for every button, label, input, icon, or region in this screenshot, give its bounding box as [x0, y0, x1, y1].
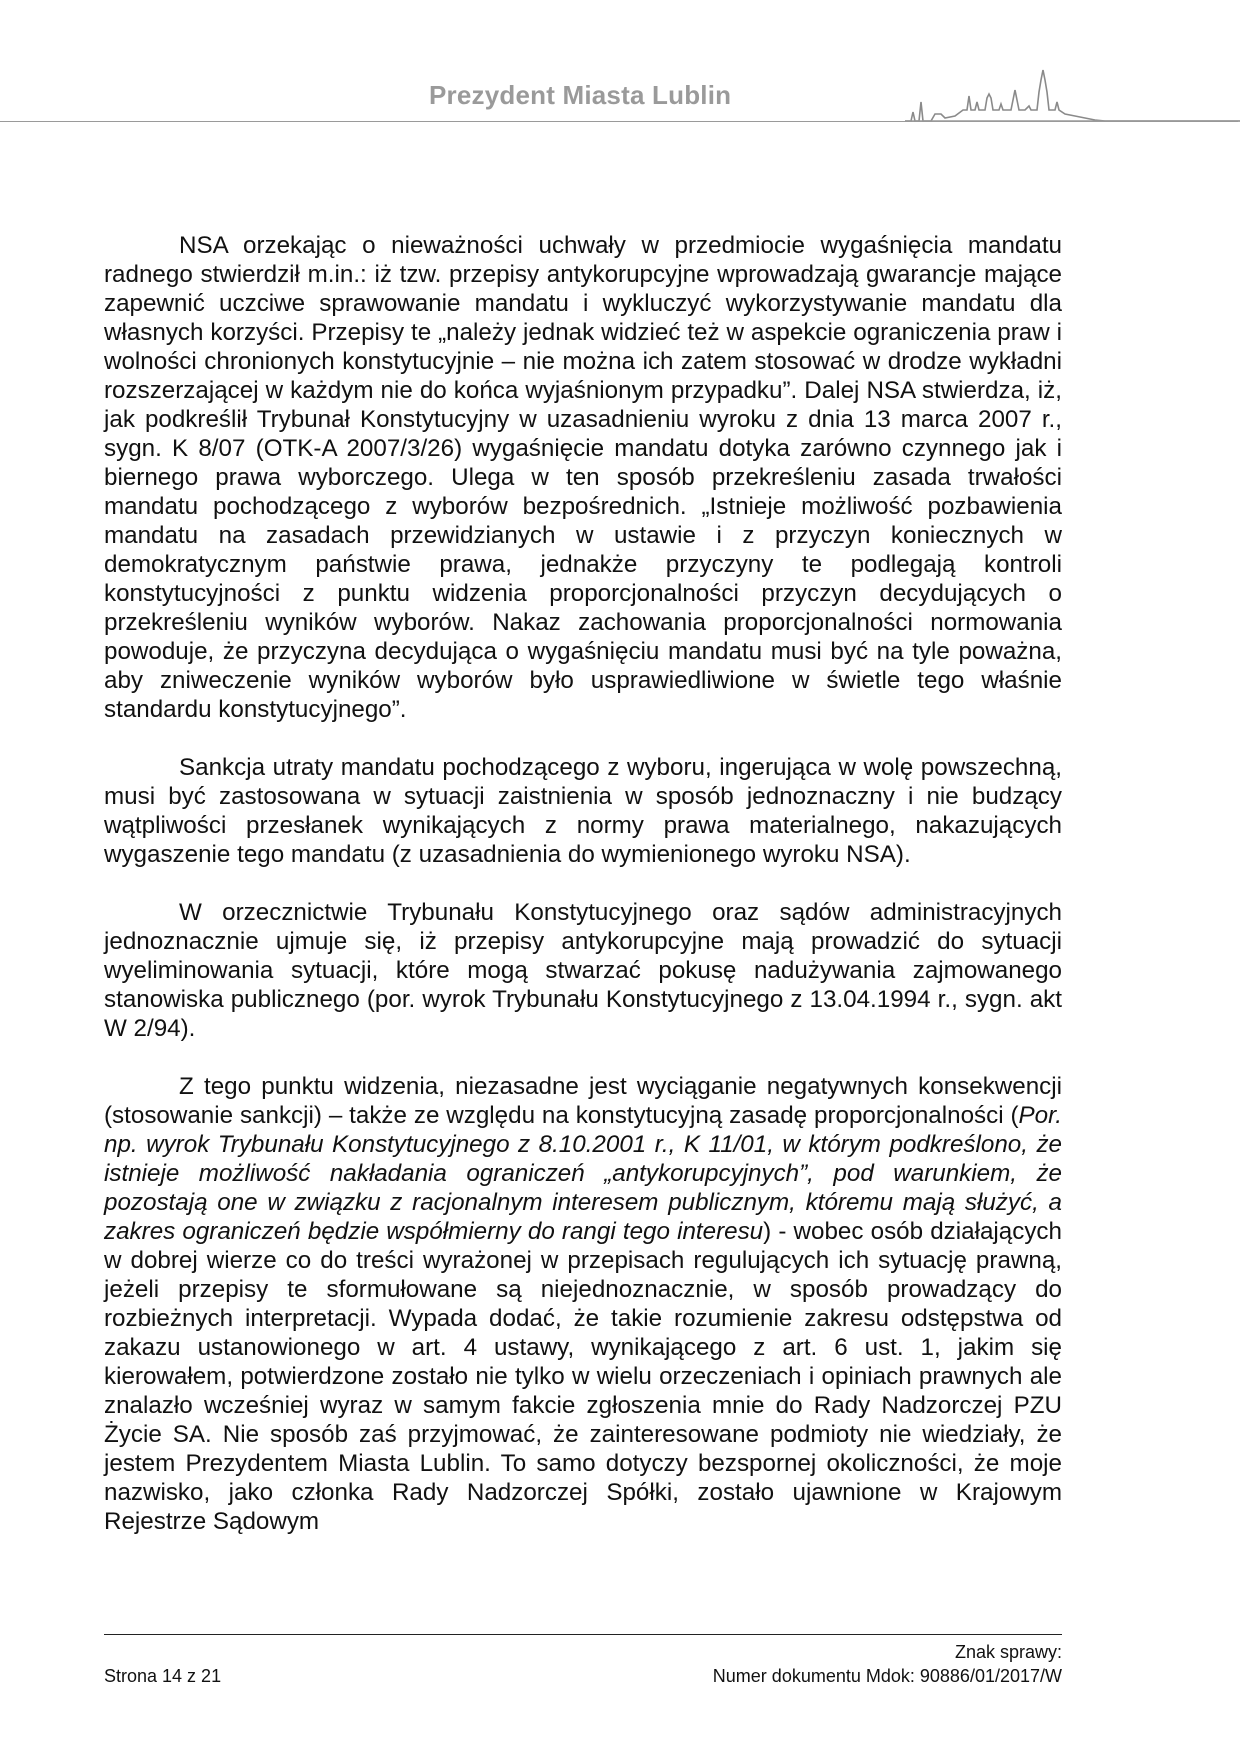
paragraph-4-citation: Por. np. wyrok Trybunału Konstytucyjnego z 8.10.2001 r., K 11/01, w którym podkreślono, że istnieje możliwość nakładania ograniczeń „antykorupcyjnych”, pod warunkiem, że pozostają one w związku z racjonalnym interesem publicznym, któremu mają służyć, a zakres ograniczeń będzie współmierny do rangi tego interesu	[104, 1102, 1062, 1245]
paragraph-3: W orzecznictwie Trybunału Konstytucyjnego oraz sądów administracyjnych jednoznacznie ujmuje się, iż przepisy antykorupcyjne mają prowadzić do sytuacji wyeliminowania sytuacji, które mogą stwarzać pokusę nadużywania zajmowanego stanowiska publicznego (por. wyrok Trybunału Konstytucyjnego z 13.04.1994 r., sygn. akt W 2/94).	[104, 899, 1062, 1042]
document-body	[104, 231, 1062, 1536]
paragraph-4-start: Z tego punktu widzenia, niezasadne jest wyciąganie negatywnych konsekwencji (stosowanie sankcji) – także ze względu na konstytucyjną zasadę proporcjonalności (	[104, 1073, 1062, 1129]
footer-document-info	[713, 1640, 1062, 1688]
paragraph-1: NSA orzekając o nieważności uchwały w przedmiocie wygaśnięcia mandatu radnego stwierdził m.in.: iż tzw. przepisy antykorupcyjne wprowadzają gwarancje mające zapewnić uczciwe sprawowanie mandatu i wykluczyć wykorzystywanie mandatu dla własnych korzyści. Przepisy te „należy jednak widzieć też w aspekcie ograniczenia praw i wolności chronionych konstytucyjnie – nie można ich zatem stosować w drodze wykładni rozszerzającej w każdym nie do końca wyjaśnionym przypadku”. Dalej NSA stwierdza, iż, jak podkreślił Trybunał Konstytucyjny w uzasadnieniu wyroku z dnia 13 marca 2007 r., sygn. K 8/07 (OTK-A 2007/3/26) wygaśnięcie mandatu dotyka zarówno czynnego jak i biernego prawa wyborczego. Ulega w ten sposób przekreśleniu zasada trwałości mandatu pochodzącego z wyborów bezpośrednich. „Istnieje możliwość pozbawienia mandatu na zasadach przewidzianych w ustawie i z przyczyn koniecznych w demokratycznym państwie prawa, jednakże przyczyny te podlegają kontroli konstytucyjności z punktu widzenia proporcjonalności przyczyn decydujących o przekreśleniu wyników wyborów. Nakaz zachowania proporcjonalności normowania powoduje, że przyczyna decydująca o wygaśnięciu mandatu musi być na tyle poważna, aby zniweczenie wyników wyborów było usprawiedliwione w świetle tego właśnie standardu konstytucyjnego”.	[104, 232, 1062, 723]
paragraph-2: Sankcja utraty mandatu pochodzącego z wyboru, ingerująca w wolę powszechną, musi być zastosowana w sytuacji zaistnienia w sposób jednoznaczny i nie budzący wątpliwości przesłanek wynikających z normy prawa materialnego, nakazujących wygaszenie tego mandatu (z uzasadnienia do wymienionego wyroku NSA).	[104, 754, 1062, 868]
footer-rule	[104, 1634, 1062, 1635]
paragraph-4	[104, 1072, 1062, 1536]
paragraph-4-end: ) - wobec osób działających w dobrej wierze co do treści wyrażonej w przepisach regulujących ich sytuację prawną, jeżeli przepisy te sformułowane są niejednoznacznie, w sposób prowadzący do rozbieżnych interpretacji. Wypada dodać, że takie rozumienie zakresu odstępstwa od zakazu ustanowionego w art. 4 ustawy, wynikającego z art. 6 ust. 1, jakim się kierowałem, potwierdzone zostało nie tylko w wielu orzeczeniach i opiniach prawnych ale znalazło wcześniej wyraz w samym fakcie zgłoszenia mnie do Rady Nadzorczej PZU Życie SA. Nie sposób zaś przyjmować, że zainteresowane podmioty nie wiedziały, że jestem Prezydentem Miasta Lublin. To samo dotyczy bezspornej okoliczności, że moje nazwisko, jako członka Rady Nadzorczej Spółki, zostało ujawnione w Krajowym Rejestrze Sądowym	[104, 1218, 1062, 1535]
page-header	[0, 0, 1240, 140]
page-number: Strona 14 z 21	[104, 1666, 222, 1686]
city-skyline-logo	[905, 66, 1240, 130]
header-title: Prezydent Miasta Lublin	[429, 80, 732, 110]
case-label: Znak sprawy:	[954, 1642, 1062, 1662]
document-number: Numer dokumentu Mdok: 90886/01/2017/W	[712, 1666, 1062, 1686]
